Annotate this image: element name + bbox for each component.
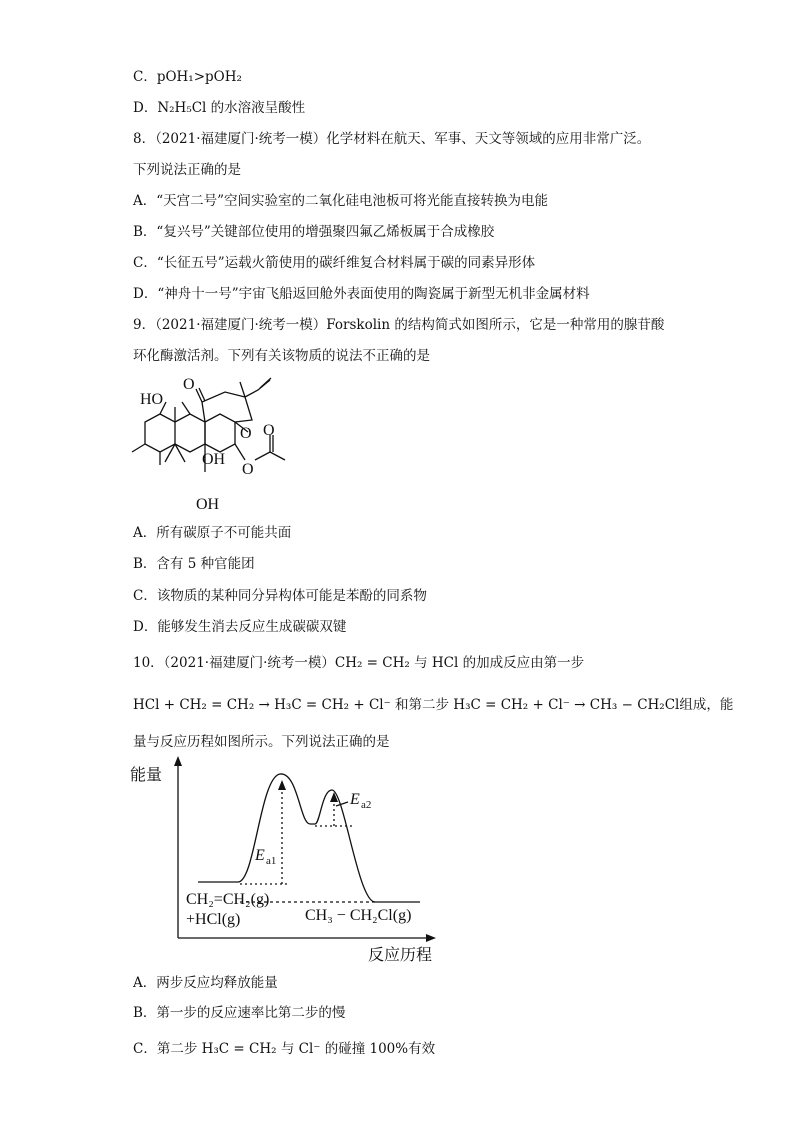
label-o-ring: O <box>240 425 252 442</box>
reactant-label-line1: CH₂=CH₂(g) <box>186 891 270 908</box>
q8-stem-line1: 8．（2021·福建厦门·统考一模）化学材料在航天、军事、天文等领域的应用非常广泛。 <box>133 131 651 147</box>
q7-option-d: D．N₂H₅Cl 的水溶液呈酸性 <box>133 100 306 116</box>
q10-option-b: B．第一步的反应速率比第二步的慢 <box>133 1005 346 1021</box>
x-axis-label: 反应历程 <box>368 947 433 964</box>
q8-stem-line2: 下列说法正确的是 <box>133 162 241 178</box>
ea2-subscript: a2 <box>361 799 372 811</box>
q8-option-c: C．“长征五号”运载火箭使用的碳纤维复合材料属于碳的同素异形体 <box>133 255 536 271</box>
q7-option-c: C．pOH₁>pOH₂ <box>133 69 242 85</box>
q8-option-a: A．“天宫二号”空间实验室的二氧化硅电池板可将光能直接转换为电能 <box>133 193 549 209</box>
q10-stem-line3: 量与反应历程如图所示。下列说法正确的是 <box>133 734 390 750</box>
q9-stem-line1: 9．（2021·福建厦门·统考一模）Forskolin 的结构简式如图所示，它是一种常用的腺苷酸 <box>133 317 665 333</box>
q10-stem-line1: 10．（2021·福建厦门·统考一模）CH₂ = CH₂ 与 HCl 的加成反应由第一步 <box>133 655 585 671</box>
label-oh-bottom: OH <box>196 496 220 513</box>
q10-stem-line2: HCl + CH₂ = CH₂ → H₃C = CH₂ + Cl⁻ 和第二步 H₃C = CH₂ + Cl⁻ → CH₃ − CH₂Cl组成，能 <box>133 697 734 713</box>
label-o-ester: O <box>242 461 254 478</box>
energy-profile-diagram <box>130 752 450 967</box>
ea1-label: E <box>255 847 265 864</box>
q9-stem-line2: 环化酶激活剂。下列有关该物质的说法不正确的是 <box>133 348 430 364</box>
label-o-ketone: O <box>183 376 195 393</box>
q10-option-a: A．两步反应均释放能量 <box>133 975 278 991</box>
q9-option-a: A．所有碳原子不可能共面 <box>133 525 292 541</box>
label-ho-top: HO <box>140 391 164 408</box>
reactant-label-line2: +HCl(g) <box>186 911 241 928</box>
q10-option-c: C．第二步 H₃C = CH₂ 与 Cl⁻ 的碰撞 100%有效 <box>133 1041 436 1057</box>
product-label: CH₃ − CH₂Cl(g) <box>305 907 412 924</box>
ea1-subscript: a1 <box>266 855 277 867</box>
label-oh-mid: OH <box>202 451 226 468</box>
label-o-carbonyl: O <box>263 422 275 439</box>
q9-option-c: C．该物质的某种同分异构体可能是苯酚的同系物 <box>133 588 427 604</box>
q8-option-b: B．“复兴号”关键部位使用的增强聚四氟乙烯板属于合成橡胶 <box>133 224 495 240</box>
forskolin-structure <box>130 372 320 522</box>
ea2-label: E <box>350 791 360 808</box>
y-axis-label: 能量 <box>130 767 163 784</box>
q8-option-d: D．“神舟十一号”宇宙飞船返回舱外表面使用的陶瓷属于新型无机非金属材料 <box>133 286 590 302</box>
q9-option-b: B．含有 5 种官能团 <box>133 556 255 572</box>
q9-option-d: D．能够发生消去反应生成碳碳双键 <box>133 619 347 635</box>
